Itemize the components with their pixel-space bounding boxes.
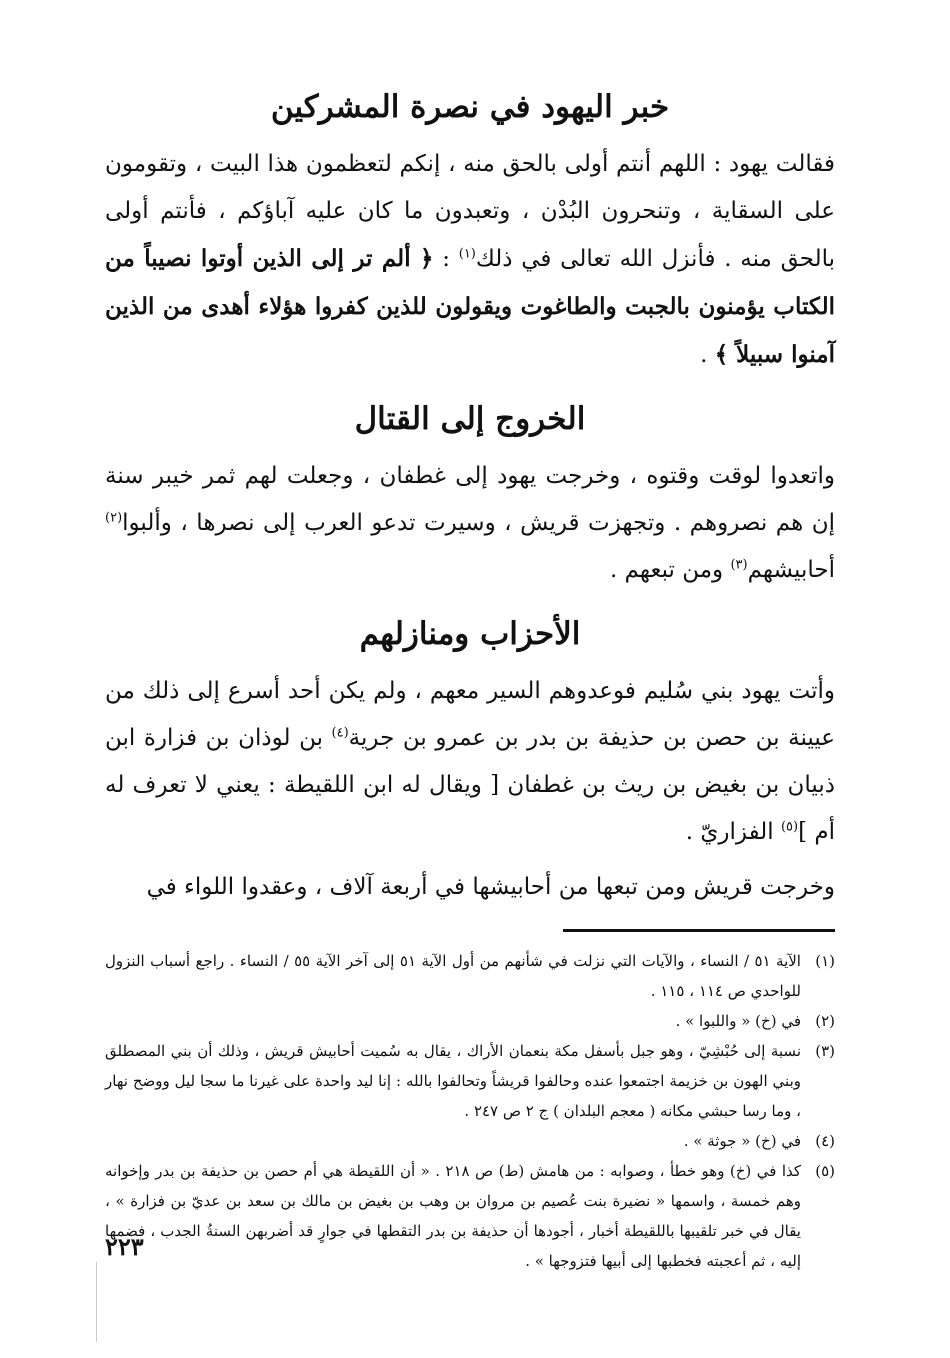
heading-jews-support: خبر اليهود في نصرة المشركين [270,89,670,125]
footnote-text: في (خ) « واللبوا » . [675,1012,801,1030]
footnote-1 [105,946,835,1006]
paragraph-text: الفزاريّ . [685,819,781,845]
footnote-separator [563,929,835,932]
footnote-number: (٤) [815,1132,835,1150]
footnote-number: (١) [815,952,835,970]
footnote-text: كذا في (خ) وهو خطأ ، وصوابه : من هامش (ط) ص ٢١٨ . « أن اللقيطة هي أم حصن بن حذيفة بن بدر وإخوانه وهم خمسة ، واسمها « نضيرة بنت عُصيم بن مروان بن وهب بن بغيض بن مالك بن سعد بن عديّ بن فزارة » ، يقال في خبر تلقيبها باللقيطة أخبار ، أجودها أن حذيفة بن بدر التقطها في جوارٍ قد أضربهن السنةُ الجدب ، فضمها إليه ، ثم أعجبته فخطبها إلى أبيها فتزوجها » . [105,1162,801,1270]
footnote-ref-5: (٥) [780,819,799,835]
heading-going-to-battle: الخروج إلى القتال [354,401,586,437]
footnote-number: (٢) [815,1012,835,1030]
footnote-ref-2: (٢) [105,510,123,526]
paragraph-text: واتعدوا لوقت وقتوه ، وخرجت يهود إلى غطفان ، وجعلت لهم ثمر خيبر سنة إن هم نصروهم . وتجهزت قريش ، وسيرت تدعو العرب إلى نصرها ، وألبوا [105,463,835,536]
heading-confederates: الأحزاب ومنازلهم [359,616,581,652]
paragraph-text: : [433,246,459,272]
paragraph-text: أحابيشهم [747,557,835,583]
footnotes [105,946,835,1276]
paragraph-text: وأتت يهود بني سُليم فوعدوهم السير معهم ، ولم يكن أحد أسرع إلى ذلك من عيينة بن حصن بن حذيفة بن بدر بن عمرو بن جرية [105,678,835,751]
page-body [105,85,835,1276]
footnote-2 [105,1006,835,1036]
quran-quote: ﴿ ألم تر إلى الذين أوتوا نصيباً من الكتاب يؤمنون بالجبت والطاغوت ويقولون للذين كفروا هؤلاء أهدى من الذين آمنوا سبيلاً ﴾ [105,245,835,368]
footnote-text: نسبة إلى حُبْشِيّ ، وهو جبل بأسفل مكة بنعمان الأراك ، يقال به سُميت أحابيش قريش ، وذلك أن بني المصطلق وبني الهون بن خزيمة اجتمعوا عنده وحالفوا قريشاً وتحالفوا بالله : إنا ليد واحدة على غيرنا ما سجا ليل ووضح نهار ، وما رسا حبشي مكانه ( معجم البلدان ) ج ٢ ص ٢٤٧ . [105,1042,801,1120]
paragraph-confederates-2: وخرجت قريش ومن تبعها من أحابيشها في أربعة آلاف ، وعقدوا اللواء في [146,874,835,900]
paragraph-going-to-battle [105,453,835,594]
footnote-ref-1: (١) [458,246,476,262]
page-number: ٢٢٣ [105,1232,144,1261]
paragraph-text: فقالت يهود : اللهم أنتم أولى بالحق منه ، إنكم لتعظمون هذا البيت ، وتقومون على السقاية ، وتنحرون البُدْن ، وتعبدون ما كان عليه آباؤكم ، فأنتم أولى بالحق منه . فأنزل الله تعالى في ذلك [105,151,836,272]
footnote-number: (٣) [815,1042,835,1060]
paragraph-text: ومن تبعهم . [609,557,731,583]
footnote-number: (٥) [815,1162,835,1180]
paragraph-text: بن لوذان بن فزارة ابن ذبيان بن بغيض بن ريث بن غطفان [ ويقال له ابن اللقيطة : يعني لا تعرف له أم ] [105,725,835,845]
paragraph-text: . [700,342,715,368]
paragraph-jews-support [105,141,835,379]
footnote-text: الآية ٥١ / النساء ، والآيات التي نزلت في شأنهم من أول الآية ٥١ إلى آخر الآية ٥٥ / النساء . راجع أسباب النزول للواحدي ص ١١٤ ، ١١٥ . [105,952,801,1000]
scan-margin-line [96,1262,97,1342]
footnote-text: في (خ) « جوثة » . [683,1132,801,1150]
footnote-ref-4: (٤) [331,725,349,741]
footnote-4 [105,1126,835,1156]
footnote-ref-3: (٣) [730,557,748,573]
paragraph-confederates-1 [105,668,835,856]
footnote-3 [105,1036,835,1126]
footnote-5 [105,1156,835,1276]
